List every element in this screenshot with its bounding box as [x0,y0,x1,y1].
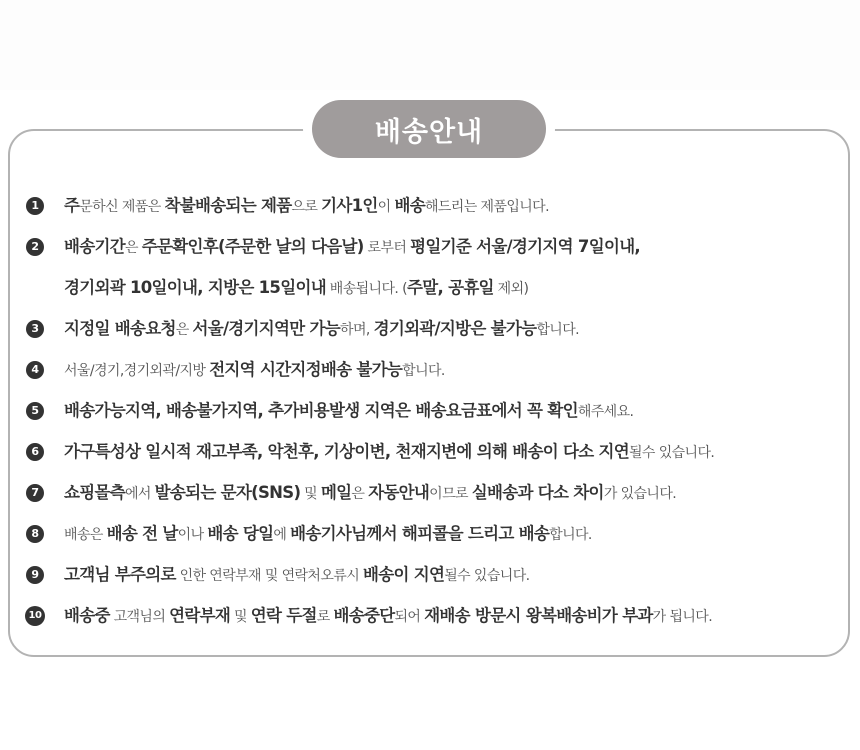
body-text: 해주세요. [577,404,634,420]
emphasis-text: 연락 두절 [250,606,317,625]
emphasis-text: 배송중 [64,606,110,625]
emphasis-text: 실배송과 다소 차이 [471,483,604,502]
notice-item-2 [26,227,836,268]
body-text: 되어 [394,609,425,625]
emphasis-text: 착불배송되는 제품 [164,196,292,215]
emphasis-text: 연락부재 [169,606,231,625]
body-text: 서울/경기,경기외곽/지방 [64,363,210,379]
body-text: 될수 있습니다. [444,568,530,584]
emphasis-text: 주문확인후(주문한 날의 다음날) [141,237,364,256]
emphasis-text: 배송중단 [333,606,395,625]
body-text: 에 [273,527,291,543]
body-text: 및 [300,486,321,502]
emphasis-text: 주 [64,196,80,215]
body-text: 이므로 [429,486,472,502]
body-text: 으로 [291,199,322,215]
notice-item-6 [26,432,836,473]
top-band [0,0,860,90]
notice-item-7 [26,473,836,514]
emphasis-text: 주말, 공휴일 [406,278,494,297]
body-text: 이 [377,199,395,215]
item-number-badge: 2 [26,238,44,256]
item-number-badge: 7 [26,484,44,502]
body-text: 은 [351,486,369,502]
notice-item-9 [26,555,836,596]
emphasis-text: 가구특성상 일시적 재고부족, 악천후, 기상이변, 천재지변에 의해 배송이 다소 지연 [64,442,629,461]
emphasis-text: 경기외곽/지방은 불가능 [373,319,537,338]
notice-item-8 [26,514,836,555]
emphasis-text: 재배송 방문시 왕복배송비가 부과 [424,606,653,625]
emphasis-text: 기사1인 [321,196,378,215]
emphasis-text: 배송 당일 [207,524,274,543]
emphasis-text: 배송 [394,196,425,215]
emphasis-text: 경기외곽 10일이내, 지방은 15일이내 [64,278,326,297]
body-text: 에서 [124,486,155,502]
notice-item-1 [26,186,836,227]
body-text: 로부터 [363,240,411,256]
body-text: 인한 연락부재 및 연락처오류시 [175,568,363,584]
item-number-badge: 4 [26,361,44,379]
notice-item-10 [26,596,836,637]
emphasis-text: 발송되는 문자(SNS) [154,483,301,502]
body-text: 합니다. [402,363,445,379]
emphasis-text: 전지역 시간지정배송 불가능 [209,360,403,379]
emphasis-text: 배송가능지역, 배송불가지역, 추가비용발생 지역은 배송요금표에서 꼭 확인 [64,401,578,420]
emphasis-text: 자동안내 [368,483,430,502]
body-text: 가 됩니다. [652,609,713,625]
emphasis-text: 배송이 지연 [362,565,445,584]
body-text: 하며, [340,322,374,338]
body-text: 제외) [493,281,529,297]
notice-item-4 [26,350,836,391]
body-text: 문하신 제품은 [79,199,165,215]
notice-title: 배송안내 [312,100,546,158]
body-text: 은 [175,322,193,338]
body-text: 해드리는 제품입니다. [424,199,549,215]
item-number-badge: 3 [26,320,44,338]
notice-item-3 [26,309,836,350]
item-number-badge: 6 [26,443,44,461]
emphasis-text: 배송기간 [64,237,125,256]
body-text: 합니다. [536,322,579,338]
body-text: 및 [230,609,251,625]
item-number-badge: 9 [26,566,44,584]
body-text: 이나 [177,527,208,543]
item-number-badge: 10 [25,606,45,626]
emphasis-text: 서울/경기지역만 가능 [192,319,341,338]
item-number-badge: 8 [26,525,44,543]
body-text: 합니다. [549,527,592,543]
body-text: 고객님의 [109,609,170,625]
emphasis-text: 배송기사님께서 해피콜을 드리고 배송 [290,524,550,543]
emphasis-text: 쇼핑몰측 [64,483,125,502]
emphasis-text: 평일기준 서울/경기지역 7일이내, [410,237,640,256]
emphasis-text: 메일 [320,483,352,502]
notice-item-continuation [26,268,836,309]
body-text: 가 있습니다. [603,486,677,502]
body-text: 배송됩니다. ( [325,281,407,297]
delivery-notice-list [26,186,836,637]
body-text: 될수 있습니다. [629,445,715,461]
emphasis-text: 배송 전 날 [106,524,178,543]
emphasis-text: 지정일 배송요청 [64,319,176,338]
body-text: 배송은 [64,527,107,543]
item-number-badge: 1 [26,197,44,215]
item-number-badge: 5 [26,402,44,420]
notice-item-5 [26,391,836,432]
emphasis-text: 고객님 부주의로 [64,565,176,584]
body-text: 은 [124,240,142,256]
body-text: 로 [316,609,334,625]
